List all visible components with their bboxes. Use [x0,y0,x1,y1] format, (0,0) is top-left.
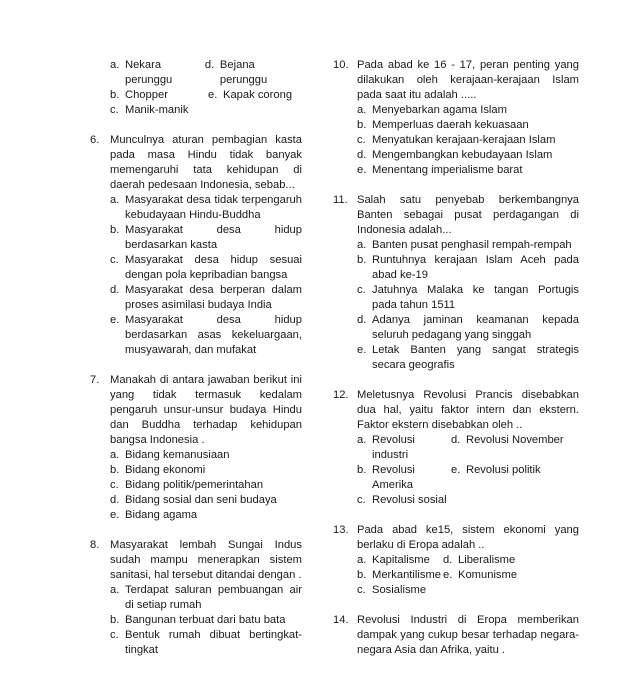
previous-question-options [110,58,302,118]
question-number: 7. [90,374,100,386]
option-b: b. Masyarakat desa hidup berdasarkan kasta [110,224,302,251]
question-number: 12. [333,389,349,401]
option-d: d. Revolusi November [451,434,564,446]
question-6 [90,133,302,358]
question-stem: Munculnya aturan pembagian kasta pada masa Hindu tidak banyak memengaruhi tata kehidupan di daerah pedesaan Indonesia, sebab... [110,134,302,191]
option-c: c. Masyarakat desa hidup sesuai dengan pola kepribadian bangsa [110,254,302,281]
question-10 [333,58,579,178]
question-stem: Masyarakat lembah Sungai Indus sudah mampu menerapkan sistem sanitasi, hal tersebut ditandai dengan . [110,539,302,581]
option-e: e. Masyarakat desa hidup berdasarkan asas kekeluargaan, musyawarah, dan mufakat [110,314,302,356]
option-b: b. Merkantilisme [357,569,442,581]
option-a: a. Masyarakat desa tidak terpengaruh kebudayaan Hindu-Buddha [110,194,302,221]
option-e: e. Revolusi politik [451,464,541,476]
option-c: c. Sosialisme [357,584,427,596]
option-c: c. Bentuk rumah dibuat bertingkat-tingkat [110,629,302,656]
option-b: b. Bangunan terbuat dari batu bata [110,614,286,626]
option-b: b. Runtuhnya kerajaan Islam Aceh pada abad ke-19 [357,254,579,281]
question-7 [90,373,302,523]
question-13 [333,523,579,598]
question-number: 11. [333,194,348,206]
question-14 [333,613,579,658]
question-number: 10. [333,59,349,71]
option-e: e. Letak Banten yang sangat strategis secara geografis [357,344,579,371]
option-c: c. Menyatukan kerajaan-kerajaan Islam [357,134,556,146]
option-row [110,88,302,103]
option-c: c. Manik-manik [110,104,189,116]
question-stem: Pada abad ke15, sistem ekonomi yang berlaku di Eropa adalah .. [357,524,579,551]
option-d: d. Adanya jaminan keamanan kepada seluruh pedagang yang singgah [357,314,579,341]
question-stem: Salah satu penyebab berkembangnya Banten sebagai pusat perdagangan di Indonesia adalah... [357,194,579,236]
option-a: a. Banten pusat penghasil rempah-rempah [357,239,572,251]
option-a: a. Nekara perunggu [110,59,173,86]
option-d: d. Bejana perunggu [204,59,268,86]
option-d: d. Liberalisme [443,554,516,566]
option-d: d. Masyarakat desa berperan dalam proses asimilasi budaya India [110,284,302,311]
option-c: c. Jatuhnya Malaka ke tangan Portugis pada tahun 1511 [357,284,579,311]
option-b: b. Chopper [110,89,168,101]
option-c: c. Revolusi sosial [357,494,447,506]
question-number: 14. [333,614,349,626]
question-stem: Revolusi Industri di Eropa memberikan dampak yang cukup besar terhadap negara-negara Asia dan Afrika, yaitu . [357,614,579,656]
right-column [333,58,579,673]
option-c: c. Bidang politik/pemerintahan [110,479,264,491]
option-a: a. Revolusi industri [357,434,415,461]
option-a: a. Bidang kemanusiaan [110,449,230,461]
option-b: b. Bidang ekonomi [110,464,206,476]
option-a: a. Kapitalisme [357,554,430,566]
question-11 [333,193,579,373]
option-row [357,433,579,463]
option-e: e. Menentang imperialisme barat [357,164,523,176]
option-row [357,568,579,583]
question-number: 6. [90,134,100,146]
question-stem: Meletusnya Revolusi Prancis disebabkan dua hal, yaitu faktor intern dan ekstern. Faktor ekstern disebabkan oleh .. [357,389,579,431]
question-number: 13. [333,524,349,536]
question-8 [90,538,302,658]
option-e: e. Komunisme [443,569,518,581]
option-d: d. Mengembangkan kebudayaan Islam [357,149,553,161]
option-row [357,553,579,568]
question-12 [333,388,579,508]
option-a: a. Menyebarkan agama Islam [357,104,507,116]
option-e: e. Kapak corong [208,89,293,101]
question-number: 8. [90,539,100,551]
option-e: e. Bidang agama [110,509,198,521]
option-b: b. Memperluas daerah kekuasaan [357,119,529,131]
option-d: d. Bidang sosial dan seni budaya [110,494,277,506]
question-stem: Pada abad ke 16 - 17, peran penting yang dilakukan oleh kerajaan-kerajaan Islam pada saat itu adalah ..... [357,59,579,101]
option-row [357,463,579,493]
option-a: a. Terdapat saluran pembuangan air di setiap rumah [110,584,302,611]
question-stem: Manakah di antara jawaban berikut ini yang tidak termasuk kedalam pengaruh unsur-unsur budaya Hindu dan Buddha terhadap kehidupan bangsa Indonesia . [110,374,302,446]
option-row [110,58,302,88]
option-b: b. Revolusi Amerika [357,464,415,491]
left-column [90,58,302,673]
